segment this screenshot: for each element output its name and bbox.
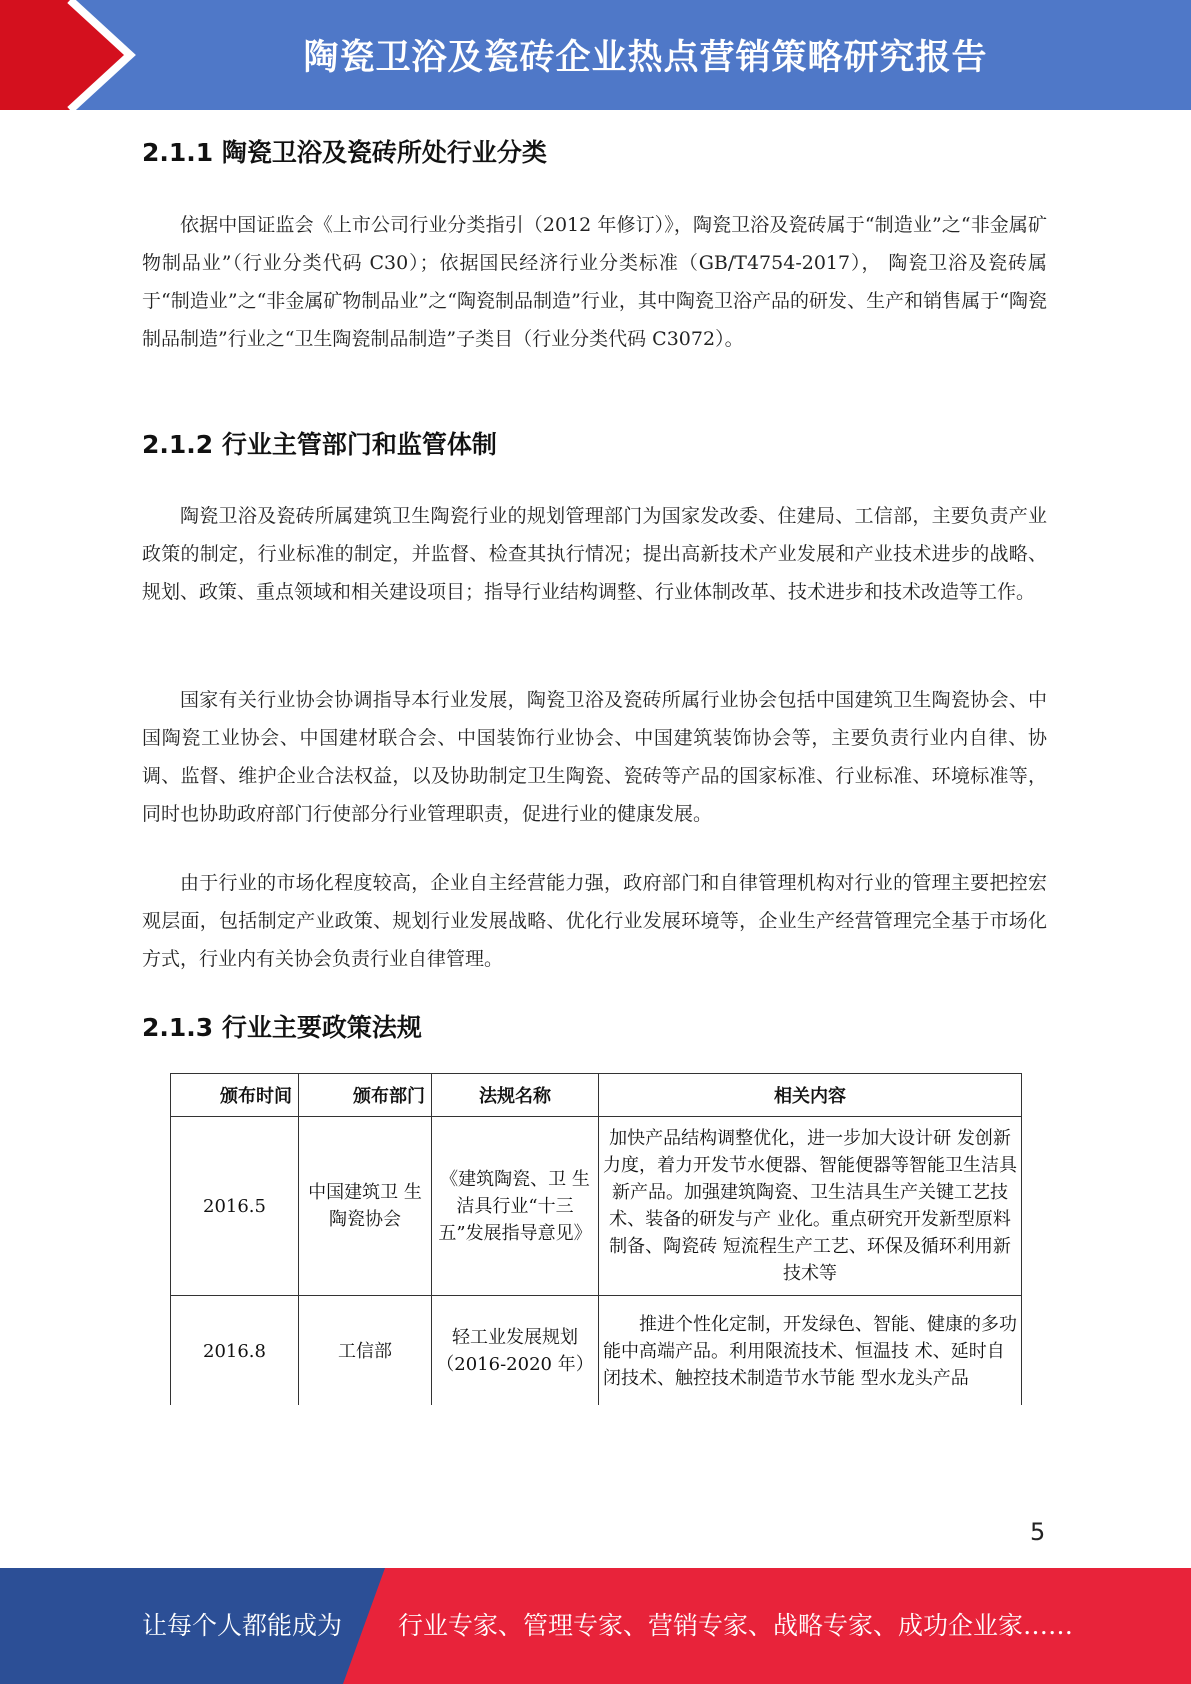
cell-content: 推进个性化定制，开发绿色、智能、健康的多功能中高端产品。利用限流技术、恒温技 术、延时自闭技术、触控技术制造节水节能 型水龙头产品 <box>599 1296 1022 1407</box>
column-header: 相关内容 <box>599 1074 1022 1117</box>
footer-slogan-right: 行业专家、管理专家、营销专家、战略专家、成功企业家…… <box>398 1611 1074 1640</box>
column-header: 法规名称 <box>432 1074 599 1117</box>
page-number: 5 <box>1030 1518 1046 1546</box>
policy-table <box>170 1073 1022 1407</box>
cell-date: 2016.8 <box>171 1296 299 1407</box>
table-header-row <box>171 1074 1022 1117</box>
cell-dept: 中国建筑卫 生陶瓷协会 <box>299 1117 432 1296</box>
cell-content: 加快产品结构调整优化，进一步加大设计研 发创新力度，着力开发节水便器、智能便器等智能卫生洁具新产品。加强建筑陶瓷、卫生洁具生产关键工艺技术、装备的研发与产 业化。重点研究开发新型原料制备、陶瓷砖 短流程生产工艺、环保及循环利用新技术等 <box>599 1117 1022 1296</box>
table-page-break <box>160 1405 1040 1435</box>
table-row <box>171 1117 1022 1296</box>
section-heading-2-1-1: 2.1.1 陶瓷卫浴及瓷砖所处行业分类 <box>142 138 547 167</box>
column-header: 颁布时间 <box>171 1074 299 1117</box>
footer-banner <box>0 1568 1191 1684</box>
cell-regulation-name: 《建筑陶瓷、卫 生洁具行业“十三五”发展指导意见》 <box>432 1117 599 1296</box>
report-title: 陶瓷卫浴及瓷砖企业热点营销策略研究报告 <box>303 38 988 78</box>
footer-slogan-left: 让每个人都能成为 <box>142 1611 343 1640</box>
section-heading-2-1-2: 2.1.2 行业主管部门和监管体制 <box>142 430 497 459</box>
section-heading-2-1-3: 2.1.3 行业主要政策法规 <box>142 1013 422 1042</box>
paragraph: 由于行业的市场化程度较高，企业自主经营能力强，政府部门和自律管理机构对行业的管理主要把控宏观层面，包括制定产业政策、规划行业发展战略、优化行业发展环境等，企业生产经营管理完全基于市场化方式，行业内有关协会负责行业自律管理。 <box>142 872 1047 970</box>
paragraph: 依据中国证监会《上市公司行业分类指引（2012 年修订）》，陶瓷卫浴及瓷砖属于“制造业”之“非金属矿物制品业”（行业分类代码 C30）；依据国民经济行业分类标准（GB/T4754-2017）， 陶瓷卫浴及瓷砖属于“制造业”之“非金属矿物制品业”之“陶瓷制品制造”行业，其中陶瓷卫浴产品的研发、生产和销售属于“陶瓷制品制造”行业之“卫生陶瓷制品制造”子类目（行业分类代码 C3072）。 <box>142 214 1047 350</box>
cell-dept: 工信部 <box>299 1296 432 1407</box>
cell-regulation-name: 轻工业发展规划（2016-2020 年） <box>432 1296 599 1407</box>
table-row <box>171 1296 1022 1407</box>
cell-date: 2016.5 <box>171 1117 299 1296</box>
paragraph: 陶瓷卫浴及瓷砖所属建筑卫生陶瓷行业的规划管理部门为国家发改委、住建局、工信部，主要负责产业政策的制定，行业标准的制定，并监督、检查其执行情况；提出高新技术产业发展和产业技术进步的战略、规划、政策、重点领域和相关建设项目；指导行业结构调整、行业体制改革、技术进步和技术改造等工作。 <box>142 505 1047 603</box>
column-header: 颁布部门 <box>299 1074 432 1117</box>
paragraph: 国家有关行业协会协调指导本行业发展，陶瓷卫浴及瓷砖所属行业协会包括中国建筑卫生陶瓷协会、中国陶瓷工业协会、中国建材联合会、中国装饰行业协会、中国建筑装饰协会等，主要负责行业内自律、协调、监督、维护企业合法权益，以及协助制定卫生陶瓷、瓷砖等产品的国家标准、行业标准、环境标准等，同时也协助政府部门行使部分行业管理职责，促进行业的健康发展。 <box>142 689 1047 825</box>
